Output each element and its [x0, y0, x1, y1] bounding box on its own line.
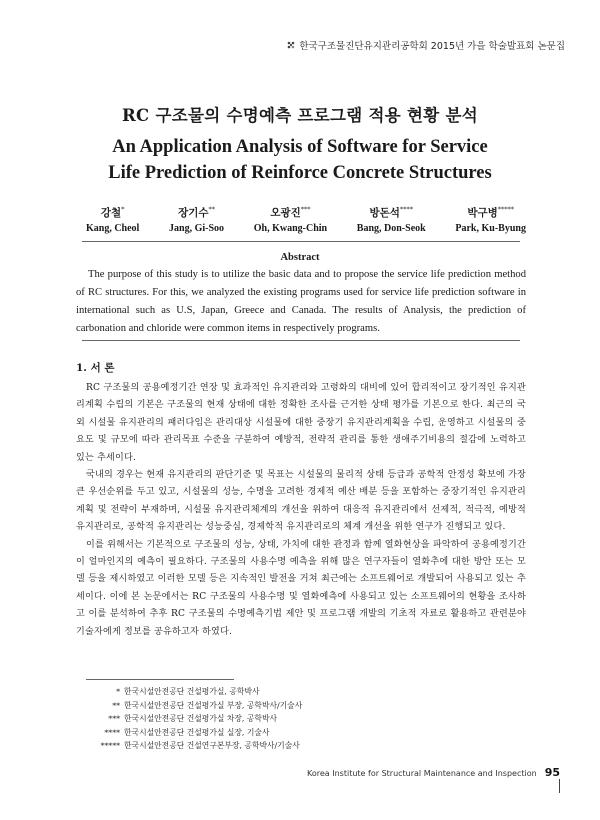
journal-name: 한국구조물진단유지관리공학회 2015년 가을 학술발표회 논문집 [299, 41, 565, 52]
author-name-en: Bang, Don-Seok [356, 223, 426, 234]
footnote-mark: ***** [100, 741, 120, 751]
author [254, 205, 327, 234]
author-list [86, 205, 526, 234]
footnote [84, 685, 302, 699]
author-mark: * [121, 205, 125, 214]
abstract-heading: Abstract [280, 252, 320, 263]
author-name-kr: 장기수 [178, 207, 209, 219]
page-footer [300, 766, 560, 793]
footer-institute: Korea Institute for Structural Maintenance and Inspection [307, 769, 537, 778]
author-mark: ***** [497, 205, 514, 214]
page-number: 95 [544, 766, 560, 779]
author [455, 205, 526, 234]
journal-header [265, 38, 565, 52]
author-mark: *** [300, 205, 311, 214]
author-mark: ** [208, 205, 215, 214]
footnote [84, 726, 302, 740]
author [169, 205, 224, 234]
title-english-line2: Life Prediction of Reinforce Concrete Structures [108, 163, 492, 183]
footnote [84, 699, 302, 713]
dots-logo-icon [287, 41, 296, 50]
paragraph: RC 구조물의 공용예정기간 연장 및 효과적인 유지관리와 고령화의 대비에 있어 합리적이고 장기적인 유지관리계획 수립의 기본은 구조물의 현재 상태에 대한 정확한 조사를 근거한 상태 평가를 기본으로 한다. 최근의 국외 시설물 유지관리의 패러다임은 관리대상 시설물에 대한 중장기 유지관리계획을 수립, 운영하고 시설물의 중요도 및 규모에 따라 관리목표 수준을 구분하여 예방적, 전략적 관리를 통한 생애주기비용의 절감에 노력하고 있는 추세이다. [76, 383, 526, 463]
abstract-text: The purpose of this study is to utilize the basic data and to propose the service life prediction method of RC structures. For this, we analyzed the existing programs used for service life prediction software in international such as U.S, Japan, Greece and Canada. The results of Analysis, the prediction of carbonation and chloride were common items in respectively programs. [76, 269, 526, 334]
author-name-kr: 방돈석 [369, 207, 400, 219]
author-name-kr: 오광진 [270, 207, 301, 219]
author [357, 205, 426, 234]
paragraph: 국내의 경우는 현재 유지관리의 판단기준 및 목표는 시설물의 물리적 상태 등급과 공학적 안정성 확보에 가장 큰 우선순위를 두고 있고, 시설물의 성능, 수명을 고려한 경제적 예산 배분 등을 포함하는 중장기적인 유지관리계획 및 전략이 부재하며, 시설물 유지관리체계의 개선을 위하여 대응적 유지관리에서 선제적, 적극적, 예방적 유지관리로, 공학적 유지관리는 성능중심, 경제학적 유지관리로의 체계 개선을 위한 연구가 진행되고 있다. [76, 470, 526, 533]
divider [82, 241, 520, 242]
author-name-en: Jang, Gi-Soo [169, 223, 225, 234]
footnote-text: 한국시설안전공단 건설평가실 부장, 공학박사/기술사 [124, 700, 303, 710]
footnote [84, 739, 302, 753]
footnote-text: 한국시설안전공단 건설평가실, 공학박사 [124, 687, 260, 696]
footnote-text: 한국시설안전공단 건설평가실 실장, 기술사 [124, 727, 270, 737]
footnote-mark: *** [108, 714, 120, 724]
author-name-kr: 박구병 [467, 207, 498, 219]
title-english-line1: An Application Analysis of Software for Service [112, 137, 488, 157]
author-mark: **** [399, 205, 413, 214]
footnote [84, 712, 302, 726]
paragraph: 이를 위해서는 기본적으로 구조물의 성능, 상태, 가치에 대한 관정과 함께 열화현상을 파악하여 공용예정기간이 얼마인지의 예측이 필요하다. 구조물의 사용수명 예측을 위해 많은 연구자들이 열화추에 대한 방안 또는 모델 등을 제시하였고 이러한 모델 등은 지속적인 발전을 거쳐 최근에는 소프트웨어로 개발되어 사용되고 있는 추세이다. 이에 본 논문에서는 RC 구조물의 사용수명 및 열화예측에 사용되고 있는 소프트웨어의 현황을 조사하고 이를 분석하여 추후 RC 구조물의 수명예측기법 제안 및 프로그램 개발의 기초적 자료로 활용하고 관련분야 기술자에게 정보를 공유하고자 하였다. [76, 539, 526, 637]
author-name-en: Oh, Kwang-Chin [253, 223, 328, 234]
author-name-kr: 강철 [100, 207, 122, 219]
footnote-mark: * [116, 687, 120, 696]
author-name-en: Park, Ku-Byung [455, 223, 526, 234]
footnote-mark: **** [104, 727, 120, 737]
title-english [0, 134, 600, 186]
section-title: 1. 서 론 [76, 362, 115, 374]
title-korean: RC 구조물의 수명예측 프로그램 적용 현황 분석 [121, 106, 478, 125]
footnote-text: 한국시설안전공단 건설연구본부장, 공학박사/기술사 [124, 741, 300, 751]
footnote-divider [86, 679, 234, 680]
author [86, 205, 139, 234]
footer-bar [559, 779, 560, 793]
footnote-text: 한국시설안전공단 건설평가실 차장, 공학박사 [124, 714, 278, 724]
author-name-en: Kang, Cheol [86, 223, 140, 234]
footnotes [84, 685, 302, 753]
footnote-mark: ** [112, 700, 120, 710]
section-body [76, 380, 526, 641]
divider [82, 340, 520, 341]
